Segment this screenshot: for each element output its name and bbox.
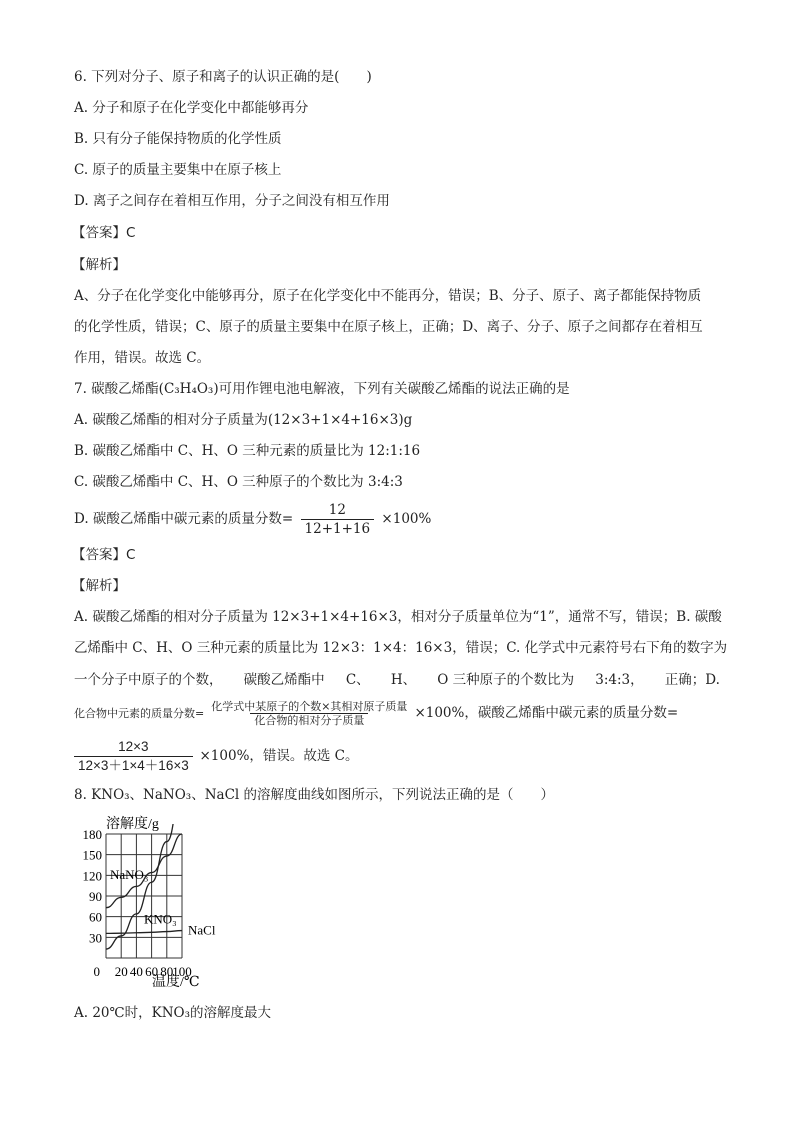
x-tick-label: 100 (172, 964, 192, 979)
chart-xlabel: 温度/℃ (152, 975, 200, 990)
text-segment: 碳酸乙烯酯中 (243, 672, 325, 688)
q7-option-d-fraction (301, 501, 375, 538)
x-tick-label: 40 (129, 964, 143, 979)
q7-formula-line (74, 700, 678, 727)
series-label: NaCl (188, 922, 216, 938)
fraction-denominator: 12+1+16 (301, 519, 375, 538)
x-tick-label: 0 (93, 964, 100, 979)
q6-answer: 【答案】C (72, 225, 136, 241)
q7-option-c: C. 碳酸乙烯酯中 C、H、O 三种原子的个数比为 3:4:3 (74, 474, 403, 490)
formula-prefix: 化合物中元素的质量分数= (74, 707, 205, 720)
q7-option-d-prefix: D. 碳酸乙烯酯中碳元素的质量分数= (74, 511, 294, 527)
formula-suffix: ×100%，碳酸乙烯酯中碳元素的质量分数= (414, 705, 679, 721)
chart-ylabel: 溶解度/g (106, 817, 159, 832)
q6-stem: 6. 下列对分子、原子和离子的认识正确的是( ) (74, 69, 372, 85)
final-suffix: ×100%，错误。故选 C。 (199, 748, 359, 765)
fraction-numerator: 化学式中某原子的个数×其相对原子质量 (211, 700, 408, 713)
series-line-NaCl (106, 931, 182, 934)
text-segment: O 三种原子的个数比为 (437, 672, 575, 688)
q7-analysis-line: 乙烯酯中 C、H、O 三种元素的质量比为 12×3：1×4：16×3，错误；C. 化学式中元素符号右下角的数字为 (74, 640, 728, 656)
q7-stem: 7. 碳酸乙烯酯(C₃H₄O₃)可用作锂电池电解液，下列有关碳酸乙烯酯的说法正确的是 (74, 381, 570, 397)
y-tick-label: 30 (89, 930, 102, 946)
q6-analysis-label: 【解析】 (72, 257, 126, 273)
fraction-denominator: 12×3＋1×4＋16×3 (74, 756, 193, 775)
q6-option-c: C. 原子的质量主要集中在原子核上 (74, 162, 282, 178)
y-tick-label: 120 (82, 868, 102, 884)
q7-answer: 【答案】C (72, 547, 136, 563)
q6-analysis-line: A、分子在化学变化中能够再分，原子在化学变化中不能再分，错误；B、分子、原子、离子都能保持物质 (74, 288, 702, 304)
y-tick-label: 180 (82, 827, 102, 842)
q7-analysis-label: 【解析】 (72, 578, 126, 594)
x-tick-label: 80 (160, 964, 174, 979)
fraction-denominator: 化合物的相对分子质量 (250, 713, 368, 727)
fraction-numerator: 12 (328, 502, 346, 518)
q7-analysis-line-justified (74, 671, 720, 689)
q7-option-d-suffix: ×100% (381, 511, 432, 527)
q6-option-a: A. 分子和原子在化学变化中都能够再分 (74, 100, 309, 116)
q6-analysis-line: 的化学性质，错误；C、原子的质量主要集中在原子核上，正确；D、离子、分子、原子之间都存在着相互 (74, 319, 703, 335)
text-segment: C、 (345, 672, 370, 688)
q7-analysis-line: A. 碳酸乙烯酯的相对分子质量为 12×3+1×4+16×3，相对分子质量单位为“1”，通常不写，错误；B. 碳酸 (74, 609, 722, 625)
q7-final-line (74, 738, 359, 775)
fraction-numerator: 12×3 (118, 739, 149, 754)
q6-option-d: D. 离子之间存在着相互作用，分子之间没有相互作用 (74, 193, 390, 209)
y-tick-label: 60 (89, 909, 102, 925)
x-tick-label: 20 (114, 964, 128, 979)
text-segment: 一个分子中原子的个数， (74, 672, 223, 688)
q8-stem: 8. KNO₃、NaNO₃、NaCl 的溶解度曲线如图所示，下列说法正确的是（ ） (74, 787, 555, 803)
q7-option-b: B. 碳酸乙烯酯中 C、H、O 三种元素的质量比为 12:1:16 (74, 443, 421, 459)
solubility-chart (70, 810, 330, 995)
text-segment: 正确；D. (664, 672, 720, 688)
q7-option-d (74, 501, 431, 538)
q6-analysis-line: 作用，错误。故选 C。 (74, 350, 211, 366)
y-tick-label: 90 (89, 889, 102, 904)
series-label: NaNO₃ (110, 866, 149, 882)
q7-option-a: A. 碳酸乙烯酯的相对分子质量为(12×3+1×4+16×3)g (74, 412, 413, 428)
final-fraction (74, 738, 193, 775)
text-segment: H、 (390, 672, 417, 688)
q8-option-a: A. 20℃时，KNO₃的溶解度最大 (74, 1005, 271, 1021)
text-segment: 3:4:3， (595, 672, 644, 688)
x-tick-label: 60 (145, 964, 159, 979)
formula-fraction (207, 700, 411, 727)
series-label: KNO₃ (144, 911, 177, 927)
q6-option-b: B. 只有分子能保持物质的化学性质 (74, 131, 282, 147)
y-tick-label: 150 (82, 847, 102, 863)
